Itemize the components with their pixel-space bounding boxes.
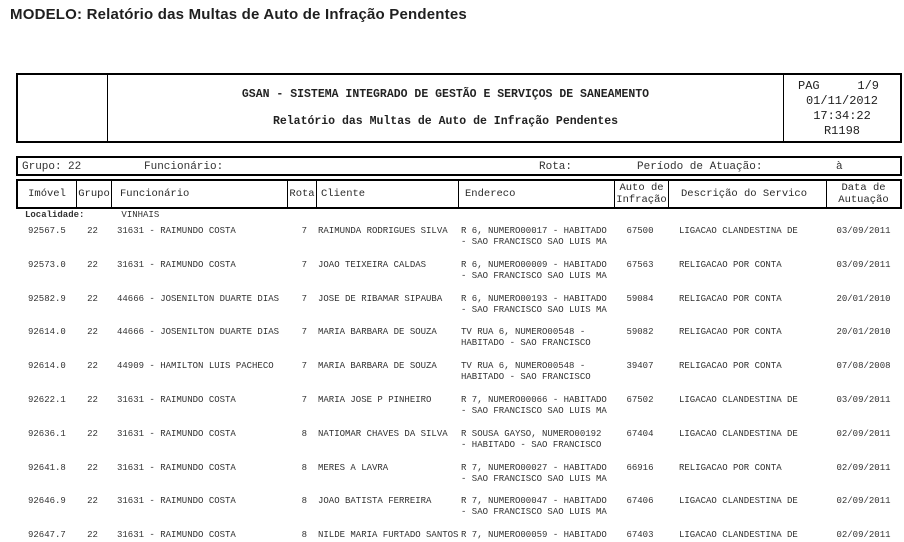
cell-rota: 7 (301, 394, 307, 405)
table-row (16, 530, 902, 542)
cell-rota: 8 (301, 530, 307, 541)
page-number: 1/9 (857, 79, 879, 93)
cell-funcionario: 44666 - JOSENILTON DUARTE DIAS (117, 293, 280, 304)
cell-rota: 7 (301, 259, 307, 270)
cell-data-autuacao: 02/09/2011 (836, 428, 891, 439)
report-header-titles (108, 75, 783, 141)
filter-grupo-label: Grupo: (22, 161, 62, 173)
cell-data-autuacao: 20/01/2010 (836, 293, 891, 304)
column-header-descricao: Descrição do Servico (669, 181, 827, 207)
cell-funcionario: 31631 - RAIMUNDO COSTA (117, 394, 236, 405)
filter-rota-label: Rota: (539, 161, 573, 173)
report-header-meta (783, 75, 900, 141)
page-indicator (784, 79, 900, 94)
cell-cliente: RAIMUNDA RODRIGUES SILVA (318, 226, 448, 236)
cell-funcionario: 31631 - RAIMUNDO COSTA (117, 428, 236, 439)
column-header-auto-infracao: Auto de Infração (615, 181, 669, 207)
cell-rota: 7 (301, 361, 307, 372)
cell-data-autuacao: 07/08/2008 (836, 361, 891, 372)
cell-data-autuacao: 03/09/2011 (836, 394, 891, 405)
cell-rota: 7 (301, 293, 307, 304)
cell-cliente: JOAO TEIXEIRA CALDAS (318, 259, 427, 270)
table-row (16, 395, 902, 429)
cell-cliente: NATIOMAR CHAVES DA SILVA (318, 428, 448, 439)
report-header-box (16, 73, 902, 143)
cell-auto-infracao: 59084 (626, 293, 654, 304)
cell-data-autuacao: 02/09/2011 (836, 530, 891, 541)
cell-funcionario: 44909 - HAMILTON LUIS PACHECO (117, 361, 274, 372)
cell-descricao: LIGACAO CLANDESTINA DE (679, 530, 798, 541)
column-header-imovel: Imóvel (18, 181, 77, 207)
page-label: PAG (798, 79, 820, 93)
cell-auto-infracao: 67406 (626, 496, 654, 507)
cell-grupo: 22 (87, 428, 98, 439)
cell-descricao: RELIGACAO POR CONTA (679, 259, 782, 270)
cell-descricao: RELIGACAO POR CONTA (679, 327, 782, 338)
system-title: GSAN - SISTEMA INTEGRADO DE GESTÃO E SERVIÇOS DE SANEAMENTO (241, 88, 650, 101)
cell-data-autuacao: 02/09/2011 (836, 462, 891, 473)
cell-data-autuacao: 03/09/2011 (836, 259, 891, 270)
cell-imovel: 92614.0 (28, 327, 66, 338)
cell-grupo: 22 (87, 259, 98, 270)
cell-endereco: R 6, NUMERO00017 - HABITADO - SAO FRANCISCO SAO LUIS MA (461, 226, 607, 247)
cell-endereco: R 7, NUMERO00027 - HABITADO - SAO FRANCISCO SAO LUIS MA (461, 462, 607, 484)
column-header-rota: Rota (288, 181, 317, 207)
filter-periodo-separator: à (836, 161, 843, 173)
cell-imovel: 92614.0 (28, 361, 66, 372)
column-header-funcionario: Funcionário (112, 181, 288, 207)
cell-funcionario: 31631 - RAIMUNDO COSTA (117, 530, 236, 541)
cell-descricao: LIGACAO CLANDESTINA DE (679, 428, 798, 439)
cell-grupo: 22 (87, 496, 98, 507)
cell-grupo: 22 (87, 293, 98, 304)
cell-cliente: MARIA BARBARA DE SOUZA (318, 327, 437, 338)
report-time: 17:34:22 (813, 109, 871, 123)
cell-endereco: TV RUA 6, NUMERO00548 - HABITADO - SAO FRANCISCO (461, 361, 591, 383)
cell-auto-infracao: 66916 (626, 462, 654, 473)
cell-imovel: 92641.8 (28, 462, 66, 473)
cell-descricao: LIGACAO CLANDESTINA DE (679, 496, 798, 507)
cell-endereco: R 6, NUMERO00009 - HABITADO - SAO FRANCISCO SAO LUIS MA (461, 259, 607, 281)
cell-grupo: 22 (87, 226, 98, 236)
report-date: 01/11/2012 (805, 94, 878, 108)
cell-endereco: R 7, NUMERO00066 - HABITADO - SAO FRANCISCO SAO LUIS MA (461, 394, 607, 416)
cell-funcionario: 31631 - RAIMUNDO COSTA (117, 226, 236, 236)
filter-funcionario-label: Funcionário: (144, 161, 224, 173)
cell-grupo: 22 (87, 530, 98, 541)
cell-auto-infracao: 67502 (626, 394, 654, 405)
cell-imovel: 92622.1 (28, 394, 66, 405)
filter-bar (16, 156, 902, 176)
table-row (16, 294, 902, 328)
page-title: MODELO: Relatório das Multas de Auto de Infração Pendentes (10, 6, 467, 23)
column-header-data-autuacao: Data de Autuação (838, 182, 889, 206)
column-header-grupo: Grupo (77, 181, 112, 207)
cell-cliente: MARIA BARBARA DE SOUZA (318, 361, 437, 372)
cell-rota: 8 (301, 496, 307, 507)
cell-funcionario: 31631 - RAIMUNDO COSTA (117, 496, 236, 507)
cell-endereco: R 7, NUMERO00047 - HABITADO - SAO FRANCISCO SAO LUIS MA (461, 496, 607, 518)
column-header-cliente: Cliente (317, 181, 459, 207)
cell-grupo: 22 (87, 462, 98, 473)
cell-data-autuacao: 20/01/2010 (836, 327, 891, 338)
cell-auto-infracao: 59082 (626, 327, 654, 338)
cell-descricao: LIGACAO CLANDESTINA DE (679, 226, 798, 236)
cell-auto-infracao: 39407 (626, 361, 654, 372)
cell-funcionario: 31631 - RAIMUNDO COSTA (117, 259, 236, 270)
cell-descricao: RELIGACAO POR CONTA (679, 293, 782, 304)
cell-rota: 7 (301, 327, 307, 338)
locality-label: Localidade: (25, 210, 85, 220)
cell-funcionario: 31631 - RAIMUNDO COSTA (117, 462, 236, 473)
cell-auto-infracao: 67404 (626, 428, 654, 439)
cell-grupo: 22 (87, 394, 98, 405)
table-row (16, 226, 902, 260)
cell-endereco: R 7, NUMERO00059 - HABITADO (461, 530, 607, 541)
cell-grupo: 22 (87, 361, 98, 372)
cell-imovel: 92636.1 (28, 428, 66, 439)
cell-descricao: LIGACAO CLANDESTINA DE (679, 394, 798, 405)
cell-descricao: RELIGACAO POR CONTA (679, 361, 782, 372)
cell-endereco: TV RUA 6, NUMERO00548 - HABITADO - SAO FRANCISCO (461, 327, 591, 349)
table-row (16, 429, 902, 463)
cell-imovel: 92647.7 (28, 530, 66, 541)
table-body (16, 210, 902, 542)
cell-auto-infracao: 67403 (626, 530, 654, 541)
cell-cliente: NILDE MARIA FURTADO SANTOS (318, 530, 459, 541)
cell-imovel: 92573.0 (28, 259, 66, 270)
logo-placeholder (18, 75, 108, 141)
cell-grupo: 22 (87, 327, 98, 338)
cell-auto-infracao: 67500 (626, 226, 654, 236)
report-code: R1198 (823, 124, 860, 138)
locality-value: VINHAIS (121, 210, 160, 220)
cell-cliente: JOSE DE RIBAMAR SIPAUBA (318, 293, 443, 304)
cell-endereco: R 6, NUMERO00193 - HABITADO - SAO FRANCISCO SAO LUIS MA (461, 293, 607, 315)
cell-cliente: MARIA JOSE P PINHEIRO (318, 394, 432, 405)
report-title: Relatório das Multas de Auto de Infração Pendentes (272, 115, 619, 128)
table-row (16, 361, 902, 395)
cell-endereco: R SOUSA GAYSO, NUMERO00192 - HABITADO - SAO FRANCISCO (461, 428, 602, 450)
cell-rota: 8 (301, 462, 307, 473)
cell-rota: 8 (301, 428, 307, 439)
table-row (16, 496, 902, 530)
table-row (16, 463, 902, 497)
cell-rota: 7 (301, 226, 307, 236)
table-row (16, 260, 902, 294)
table-header (16, 179, 902, 209)
cell-data-autuacao: 03/09/2011 (836, 226, 891, 236)
filter-periodo-label: Período de Atuação: (637, 161, 763, 173)
cell-imovel: 92646.9 (28, 496, 66, 507)
cell-auto-infracao: 67563 (626, 259, 654, 270)
cell-descricao: RELIGACAO POR CONTA (679, 462, 782, 473)
cell-funcionario: 44666 - JOSENILTON DUARTE DIAS (117, 327, 280, 338)
table-row (16, 327, 902, 361)
cell-cliente: MERES A LAVRA (318, 462, 389, 473)
filter-grupo-value: 22 (68, 161, 82, 173)
locality-row (16, 210, 902, 226)
cell-cliente: JOAO BATISTA FERREIRA (318, 496, 432, 507)
cell-imovel: 92567.5 (28, 226, 66, 236)
column-header-endereco: Endereco (459, 181, 615, 207)
cell-imovel: 92582.9 (28, 293, 66, 304)
cell-data-autuacao: 02/09/2011 (836, 496, 891, 507)
